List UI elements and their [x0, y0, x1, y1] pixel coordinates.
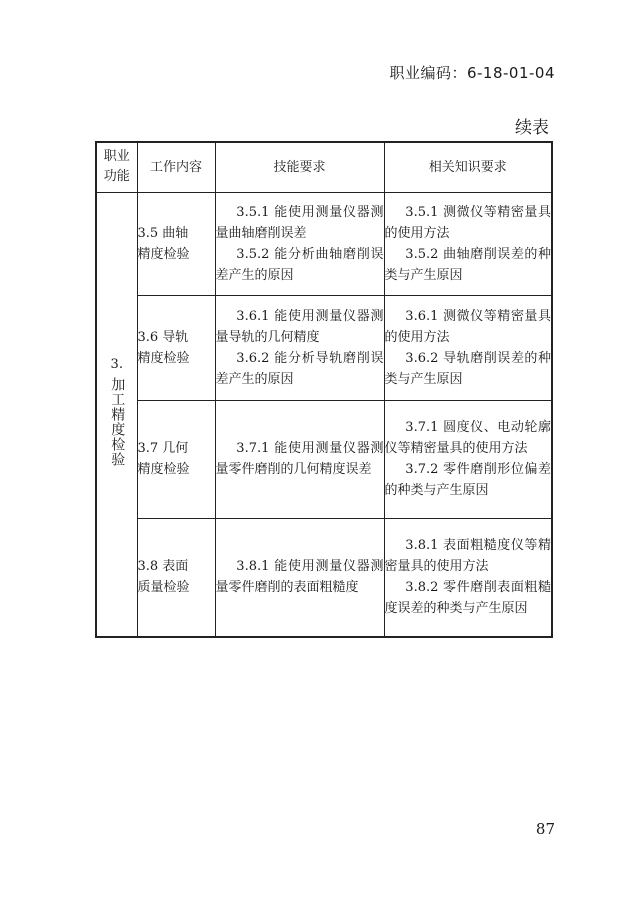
- knowledge-requirements: 3.8.1 表面粗糙度仪等精密量具的使用方法 3.8.2 零件磨削表面粗糙度误差的种类与产生原因: [384, 518, 552, 637]
- work-content: 3.7 几何 精度检验: [137, 400, 215, 518]
- requirements-table: [95, 141, 553, 638]
- table-row: [96, 295, 552, 400]
- table-row: [96, 518, 552, 637]
- table-row: [96, 192, 552, 295]
- skill-requirements: 3.5.1 能使用测量仪器测量曲轴磨削误差 3.5.2 能分析曲轴磨削误差产生的原因: [215, 192, 384, 295]
- role-cell: [96, 192, 137, 637]
- continued-label: 续表: [515, 118, 549, 138]
- table-header-row: [96, 142, 552, 192]
- role-name: 加工精度检验: [109, 377, 126, 467]
- role-number: 3.: [110, 357, 123, 372]
- skill-requirements: 3.8.1 能使用测量仪器测量零件磨削的表面粗糙度: [215, 518, 384, 637]
- header-knowledge: 相关知识要求: [384, 142, 552, 192]
- header-role: 职业功能: [96, 142, 137, 192]
- knowledge-requirements: 3.7.1 圆度仪、电动轮廓仪等精密量具的使用方法 3.7.2 零件磨削形位偏差的种类与产生原因: [384, 400, 552, 518]
- work-content: 3.8 表面 质量检验: [137, 518, 215, 637]
- header-skills: 技能要求: [215, 142, 384, 192]
- knowledge-requirements: 3.6.1 测微仪等精密量具的使用方法 3.6.2 导轨磨削误差的种类与产生原因: [384, 295, 552, 400]
- job-code: 职业编码：6-18-01-04: [389, 64, 555, 82]
- work-content: 3.6 导轨 精度检验: [137, 295, 215, 400]
- page-number: 87: [535, 820, 555, 838]
- skill-requirements: 3.6.1 能使用测量仪器测量导轨的几何精度 3.6.2 能分析导轨磨削误差产生的原因: [215, 295, 384, 400]
- table-row: [96, 400, 552, 518]
- skill-requirements: 3.7.1 能使用测量仪器测量零件磨削的几何精度误差: [215, 400, 384, 518]
- header-content: 工作内容: [137, 142, 215, 192]
- knowledge-requirements: 3.5.1 测微仪等精密量具的使用方法 3.5.2 曲轴磨削误差的种类与产生原因: [384, 192, 552, 295]
- work-content: 3.5 曲轴 精度检验: [137, 192, 215, 295]
